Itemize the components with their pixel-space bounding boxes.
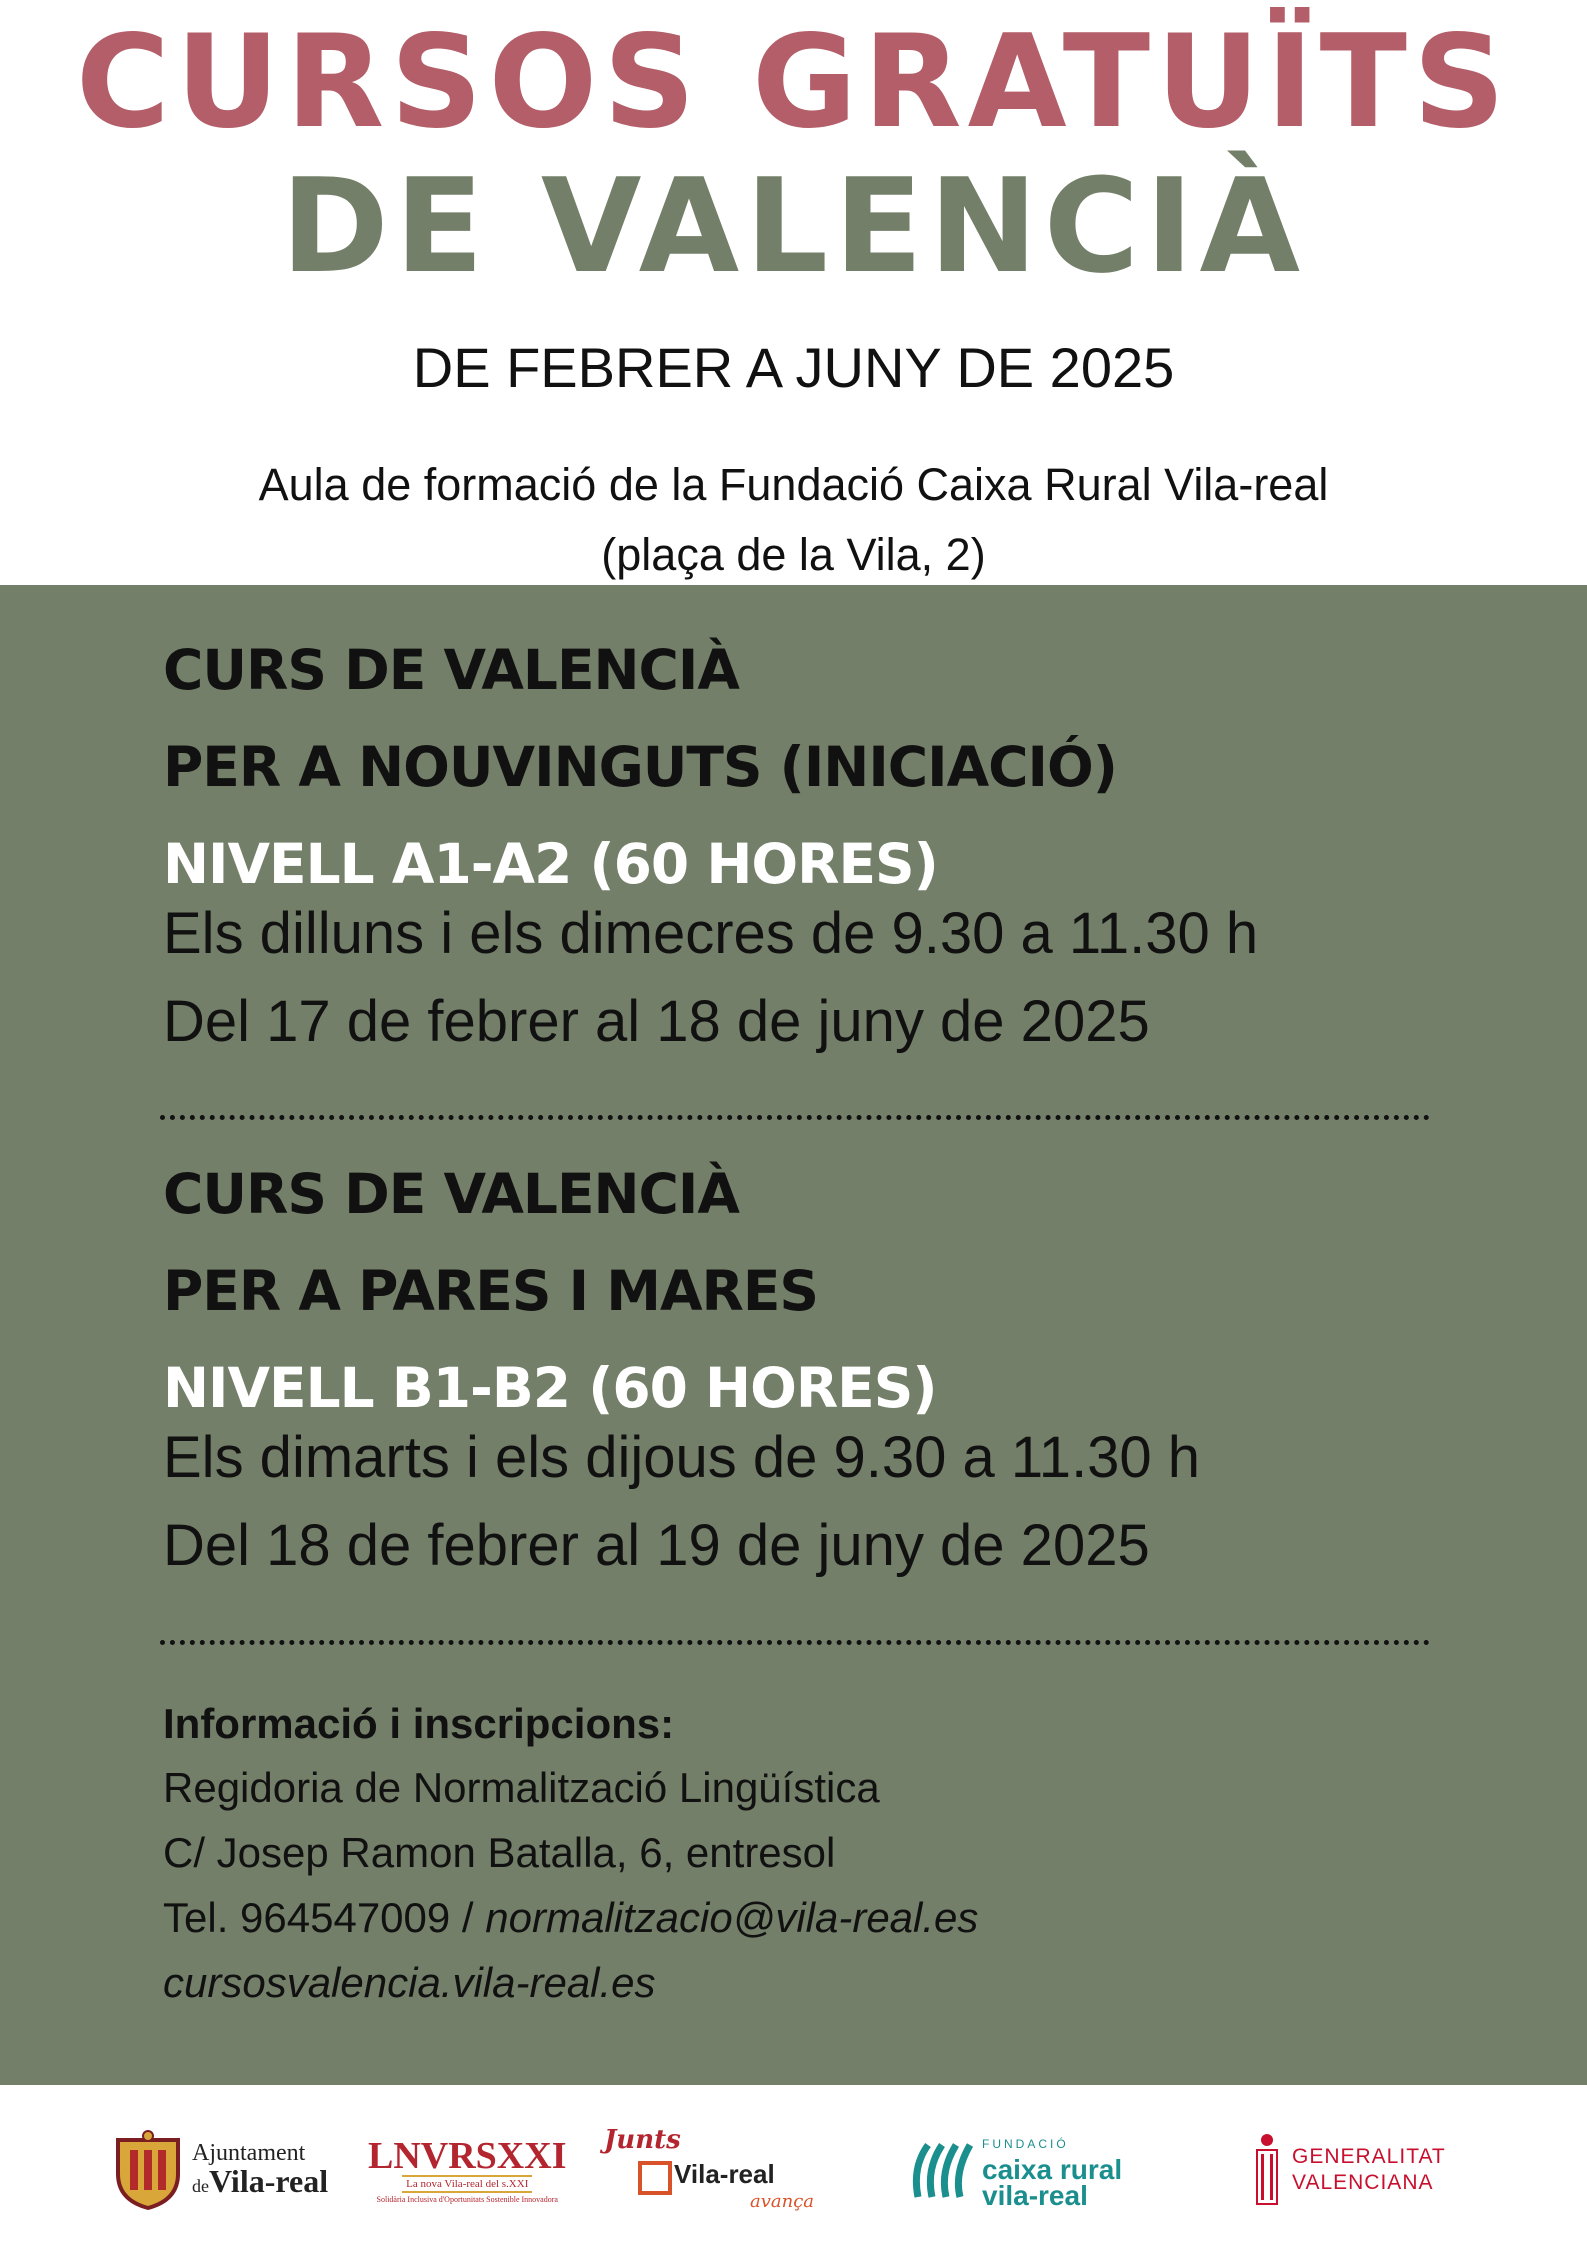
title-line-1: CURSOS GRATUÏTS xyxy=(75,8,1512,157)
coat-of-arms-icon xyxy=(112,2130,184,2210)
fcr-text-2: caixa rural xyxy=(982,2154,1123,2185)
dotted-divider xyxy=(160,1640,1430,1645)
venue-line-2: (plaça de la Vila, 2) xyxy=(601,529,986,580)
title-line-2: DE VALENCIÀ xyxy=(280,150,1307,302)
info-address: C/ Josep Ramon Batalla, 6, entresol xyxy=(163,1829,836,1876)
junts-text-3: avança xyxy=(750,2191,815,2212)
info-contact xyxy=(163,1894,978,1942)
info-web[interactable]: cursosvalencia.vila-real.es xyxy=(163,1959,656,2006)
lnvrs-text-1: LNVRSXXI xyxy=(368,2134,567,2177)
course-1-title-1: CURS DE VALENCIÀ xyxy=(163,638,739,702)
fcr-text-1: FUNDACIÓ xyxy=(982,2137,1069,2151)
ajuntament-text-3: Vila-real xyxy=(209,2162,329,2199)
info-heading: Informació i inscripcions: xyxy=(163,1700,675,1747)
period: DE FEBRER A JUNY DE 2025 xyxy=(412,336,1175,399)
dotted-divider xyxy=(160,1115,1430,1120)
course-2-level: NIVELL B1-B2 (60 HORES) xyxy=(163,1356,937,1420)
gv-text-1: GENERALITAT xyxy=(1292,2145,1446,2168)
course-1-schedule: Els dilluns i els dimecres de 9.30 a 11.30 h xyxy=(163,901,1259,966)
venue-line-1: Aula de formació de la Fundació Caixa Rural Vila-real xyxy=(258,459,1329,510)
junts-logo xyxy=(602,2125,822,2215)
course-2-schedule: Els dimarts i els dijous de 9.30 a 11.30 h xyxy=(163,1425,1201,1490)
fundacio-caixa-rural-logo xyxy=(908,2125,1122,2215)
info-email[interactable]: normalitzacio@vila-real.es xyxy=(485,1894,979,1941)
course-2-dates: Del 18 de febrer al 19 de juny de 2025 xyxy=(163,1513,1150,1578)
lnvrs-text-2: La nova Vila-real del s.XXI xyxy=(402,2175,532,2193)
course-1-title-2: PER A NOUVINGUTS (INICIACIÓ) xyxy=(163,735,1117,799)
venue xyxy=(0,450,1587,590)
junts-square-icon xyxy=(638,2161,672,2195)
ajuntament-logo xyxy=(112,2125,328,2215)
course-2-title-1: CURS DE VALENCIÀ xyxy=(163,1162,739,1226)
ajuntament-text-1: Ajuntament xyxy=(192,2139,306,2166)
logo-bar xyxy=(0,2085,1587,2245)
lnvrsxxi-logo xyxy=(368,2125,566,2215)
lnvrs-text-3: Solidària Inclusiva d'Oportunitats Sostenible Innovadora xyxy=(376,2194,558,2204)
junts-text-2: Vila-real xyxy=(674,2159,775,2189)
generalitat-logo xyxy=(1252,2125,1446,2215)
info-phone: Tel. 964547009 / xyxy=(163,1894,474,1941)
ajuntament-text-2: de xyxy=(192,2175,209,2196)
info-office: Regidoria de Normalització Lingüística xyxy=(163,1764,880,1811)
course-1-dates: Del 17 de febrer al 18 de juny de 2025 xyxy=(163,989,1150,1054)
generalitat-emblem-icon xyxy=(1252,2132,1282,2208)
fcr-text-3: vila-real xyxy=(982,2180,1088,2211)
wave-stripes-icon xyxy=(908,2137,974,2203)
gv-text-2: VALENCIANA xyxy=(1292,2171,1434,2194)
junts-text-1: Junts xyxy=(604,2125,681,2155)
course-1-level: NIVELL A1-A2 (60 HORES) xyxy=(163,832,938,896)
course-2-title-2: PER A PARES I MARES xyxy=(163,1259,819,1323)
